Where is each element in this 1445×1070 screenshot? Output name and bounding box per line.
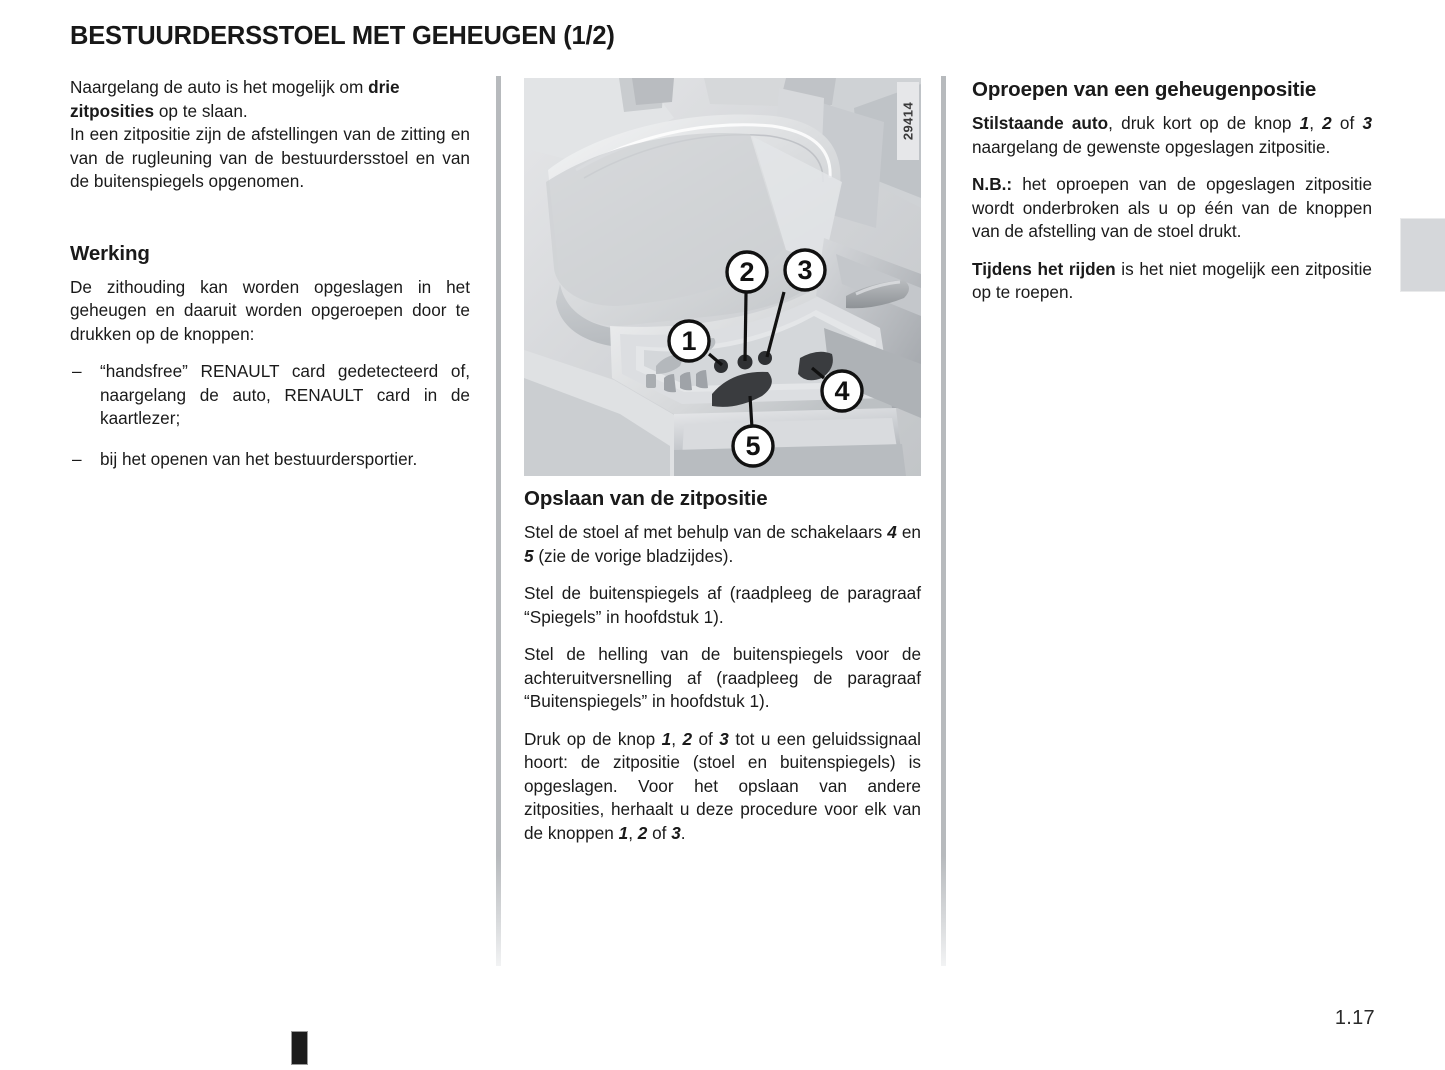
chapter-color-marker bbox=[291, 1031, 308, 1065]
intro-text-bold: drie zitposities bbox=[70, 77, 400, 121]
text-fragment: en bbox=[896, 522, 921, 542]
intro-paragraph-1 bbox=[70, 76, 470, 123]
seat-illustration-svg bbox=[524, 78, 921, 476]
intro-text-a: Naargelang de auto is het mogelijk om bbox=[70, 77, 369, 97]
oproepen-note bbox=[972, 173, 1372, 244]
text-bold: Stilstaande auto bbox=[972, 113, 1109, 133]
intro-text-b: op te slaan. bbox=[154, 100, 248, 121]
ref-button-1b: 1 bbox=[618, 822, 629, 843]
heading-oproepen: Oproepen van een geheugenpositie bbox=[972, 78, 1317, 101]
heading-werking: Werking bbox=[70, 241, 150, 265]
text-fragment: . bbox=[680, 822, 686, 843]
svg-text:5: 5 bbox=[745, 431, 761, 461]
text-fragment: het oproepen van de opgeslagen zitpositie wordt onderbroken als u op één van de knoppen van de afstelling van de stoel drukt. bbox=[972, 174, 1372, 241]
werking-bullet-list bbox=[70, 360, 470, 471]
callout-4 bbox=[822, 371, 862, 411]
opslaan-paragraph-2: Stel de buitenspiegels af (raadpleeg de paragraaf “Spiegels” in hoofdstuk 1). bbox=[524, 583, 921, 627]
text-fragment: tot u een geluidssignaal hoort: de zitpositie (stoel en buitenspiegels) is opgeslagen. Voor het opslaan van andere zitposities, herhaalt u deze procedure voor elk van de knoppen bbox=[524, 728, 921, 843]
text-fragment: of bbox=[1331, 113, 1363, 133]
right-column bbox=[972, 76, 1372, 319]
text-fragment: of bbox=[647, 822, 672, 843]
ref-switch-5: 5 bbox=[524, 545, 534, 566]
column-separator-left bbox=[496, 76, 501, 966]
memory-button-3 bbox=[758, 351, 772, 365]
werking-paragraph: De zithouding kan worden opgeslagen in het geheugen en daaruit worden opgeroepen door te drukken op de knoppen: bbox=[70, 276, 470, 344]
svg-text:1: 1 bbox=[681, 326, 697, 356]
text-fragment: of bbox=[692, 728, 720, 749]
page-number: 1.17 bbox=[1334, 1007, 1375, 1029]
list-item: – “handsfree” RENAULT card gedetecteerd of, naargelang de auto, RENAULT card in de kaartlezer; bbox=[70, 360, 470, 431]
ref-button-3: 3 bbox=[719, 728, 729, 749]
ref-button-1: 1 bbox=[661, 728, 672, 749]
text-fragment: Stel de stoel af met behulp van de schakelaars bbox=[524, 522, 888, 542]
callout-5 bbox=[733, 426, 773, 466]
oproepen-paragraph-1 bbox=[972, 112, 1372, 159]
ref-button-3: 3 bbox=[1362, 113, 1372, 133]
ref-button-2b: 2 bbox=[637, 822, 648, 843]
intro-paragraph-2: In een zitpositie zijn de afstellingen van de zitting en van de rugleuning van de bestuurdersstoel en van de buitenspiegels opgenomen. bbox=[70, 124, 470, 191]
column-separator-right bbox=[941, 76, 946, 966]
callout-3 bbox=[785, 250, 825, 290]
text-fragment: naargelang de gewenste opgeslagen zitpositie. bbox=[972, 136, 1331, 157]
opslaan-paragraph-4 bbox=[524, 728, 921, 846]
middle-column bbox=[524, 485, 921, 859]
text-bold-nb: N.B.: bbox=[972, 174, 1013, 194]
svg-text:2: 2 bbox=[739, 257, 755, 287]
list-item: – bij het openen van het bestuurdersportier. bbox=[70, 448, 470, 472]
oproepen-paragraph-3 bbox=[972, 258, 1372, 305]
text-fragment: Druk op de knop bbox=[524, 728, 662, 749]
page-title: BESTUURDERSSTOEL MET GEHEUGEN (1/2) bbox=[70, 22, 615, 50]
opslaan-paragraph-3: Stel de helling van de buitenspiegels voor de achteruitversnelling af (raadpleeg de paragraaf “Buitenspiegels” in hoofdstuk 1). bbox=[524, 644, 921, 711]
text-fragment: , bbox=[1309, 113, 1323, 133]
ref-button-3b: 3 bbox=[671, 822, 681, 843]
ref-button-2: 2 bbox=[1322, 113, 1332, 133]
ref-button-2: 2 bbox=[682, 728, 693, 749]
text-fragment: , bbox=[671, 728, 683, 749]
figure-code-label: 29414 bbox=[900, 101, 916, 141]
text-bold-driving: Tijdens het rijden bbox=[972, 258, 1116, 279]
left-column bbox=[70, 76, 470, 488]
ref-button-1: 1 bbox=[1299, 113, 1310, 133]
text-fragment: , bbox=[628, 822, 638, 843]
opslaan-paragraph-1 bbox=[524, 521, 921, 568]
figure-code bbox=[897, 82, 919, 160]
svg-text:3: 3 bbox=[797, 255, 813, 285]
ref-switch-4: 4 bbox=[887, 522, 897, 542]
seat-illustration bbox=[524, 78, 921, 476]
chapter-thumb-tab bbox=[1400, 218, 1445, 292]
text-fragment: (zie de vorige bladzijdes). bbox=[533, 545, 734, 566]
heading-opslaan: Opslaan van de zitpositie bbox=[524, 487, 768, 510]
callout-2 bbox=[727, 252, 767, 292]
text-fragment: , druk kort op de knop bbox=[1108, 113, 1300, 133]
callout-1 bbox=[669, 321, 709, 361]
svg-text:4: 4 bbox=[834, 376, 850, 406]
text-fragment: is het niet mogelijk een zitpositie op te roepen. bbox=[972, 258, 1372, 302]
